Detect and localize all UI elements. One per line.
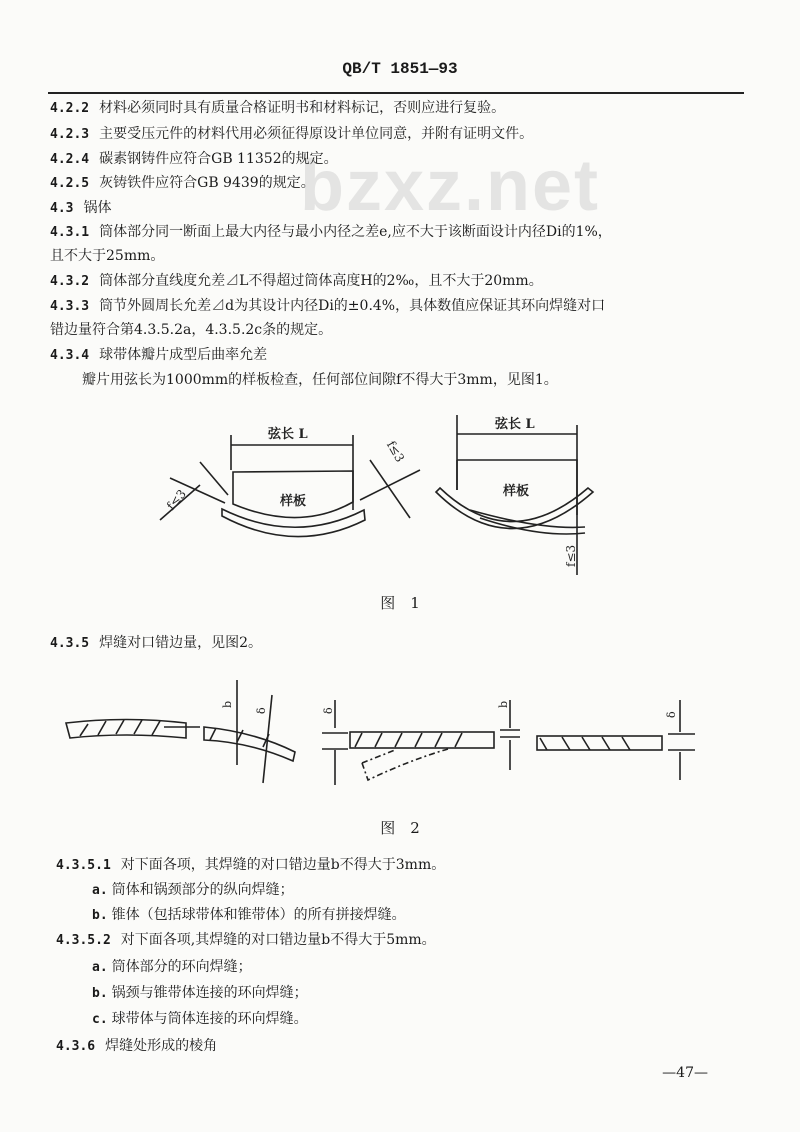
clause-4-3-1-cont [50, 247, 164, 265]
clause-4-2-2 [50, 99, 505, 118]
header-rule [48, 92, 744, 94]
clause-number: 4.3.5 [50, 636, 90, 651]
clause-4-3-5 [50, 634, 262, 653]
clause-number: 4.2.2 [50, 101, 90, 116]
offset-label-2: b [497, 700, 510, 708]
clause-number: 4.3.6 [56, 1039, 96, 1054]
clause-text: 筒体部分同一断面上最大内径与最小内径之差e,应不大于该断面设计内径Di的1%， [99, 224, 612, 240]
template-label-right: 样板 [503, 484, 530, 499]
clause-number: 4.3.1 [50, 225, 90, 240]
clause-4-3-4 [50, 346, 267, 365]
page-number: —47— [662, 1065, 708, 1081]
clause-text: 锅体 [83, 200, 112, 216]
clause-text: 材料必须同时具有质量合格证明书和材料标记，否则应进行复验。 [99, 100, 506, 116]
chord-label: 弦长 L [268, 427, 308, 442]
clause-4-3-1 [50, 223, 612, 242]
clause-text: 灰铸铁件应符合GB 9439的规定。 [99, 175, 315, 191]
clause-text: 瓣片用弦长为1000mm的样板检查，任何部位间隙f不得大于3mm，见图1。 [82, 372, 558, 388]
clause-number: 4.3.2 [50, 274, 90, 289]
clause-text: 错边量符合第4.3.5.2a，4.3.5.2c条的规定。 [50, 322, 333, 338]
figure-2-caption: 图 2 [380, 819, 420, 837]
figure-2-diagram [50, 680, 750, 800]
gap-label-bottom: f≤3 [564, 544, 578, 567]
chord-label-right: 弦长 L [495, 417, 535, 432]
item-text: 筒体部分的环向焊缝； [111, 959, 252, 975]
standard-code-header: QB/T 1851—93 [342, 60, 458, 78]
item-letter: b. [92, 908, 108, 923]
clause-number: 4.3 [50, 201, 74, 216]
item-letter: a. [92, 883, 108, 898]
clause-text: 球带体瓣片成型后曲率允差 [99, 347, 268, 363]
item-a-2 [92, 958, 252, 977]
clause-text: 筒体部分直线度允差⊿L不得超过筒体高度H的2‰，且不大于20mm。 [99, 273, 543, 289]
clause-number: 4.3.5.2 [56, 933, 111, 948]
item-c-2 [92, 1010, 308, 1029]
gap-label-right: f≤3 [383, 438, 408, 465]
clause-text: 碳素钢铸件应符合GB 11352的规定。 [99, 151, 338, 167]
item-a [92, 881, 294, 900]
clause-text: 对下面各项,其焊缝的对口错边量b不得大于5mm。 [120, 932, 436, 948]
thickness-label-2: δ [322, 707, 335, 714]
item-b-2 [92, 984, 308, 1003]
item-text: 锅颈与锥带体连接的环向焊缝； [111, 985, 308, 1001]
clause-4-3-2 [50, 272, 543, 291]
clause-text: 筒节外圆周长允差⊿d为其设计内径Di的±0.4%，具体数值应保证其环向焊缝对口 [99, 298, 606, 314]
clause-text: 对下面各项，其焊缝的对口错边量b不得大于3mm。 [120, 857, 446, 873]
clause-4-3-4-body [82, 371, 558, 389]
figure-1-caption: 图 1 [380, 594, 420, 612]
thickness-label: δ [255, 707, 268, 714]
item-letter: a. [92, 960, 108, 975]
clause-number: 4.3.4 [50, 348, 90, 363]
item-letter: c. [92, 1012, 108, 1027]
watermark: bzxz.net [300, 146, 601, 226]
clause-number: 4.3.3 [50, 299, 90, 314]
item-text: 筒体和锅颈部分的纵向焊缝； [111, 882, 294, 898]
clause-text: 且不大于25mm。 [50, 248, 165, 264]
clause-number: 4.3.5.1 [56, 858, 111, 873]
item-letter: b. [92, 986, 108, 1001]
clause-text: 主要受压元件的材料代用必须征得原设计单位同意，并附有证明文件。 [99, 126, 534, 142]
item-b [92, 906, 406, 925]
clause-text: 焊缝处形成的棱角 [105, 1038, 218, 1054]
clause-number: 4.2.5 [50, 176, 90, 191]
template-label: 样板 [280, 494, 307, 509]
offset-label: b [221, 700, 234, 708]
clause-4-2-5 [50, 174, 315, 193]
clause-number: 4.2.4 [50, 152, 90, 167]
clause-text: 焊缝对口错边量，见图2。 [99, 635, 263, 651]
clause-4-2-3 [50, 125, 533, 144]
clause-4-3-3 [50, 297, 605, 316]
clause-4-3-3-cont [50, 321, 332, 339]
clause-number: 4.2.3 [50, 127, 90, 142]
clause-4-3-5-1 [56, 856, 445, 875]
item-text: 锥体（包括球带体和锥带体）的所有拼接焊缝。 [111, 907, 406, 923]
clause-4-3-6 [56, 1037, 217, 1056]
clause-4-3-5-2 [56, 931, 436, 950]
gap-label-left: f≤3 [163, 486, 189, 513]
figure-1-diagram [140, 400, 660, 590]
item-text: 球带体与筒体连接的环向焊缝。 [111, 1011, 308, 1027]
thickness-label-3: δ [665, 711, 678, 718]
section-4-3 [50, 199, 111, 218]
clause-4-2-4 [50, 150, 338, 169]
